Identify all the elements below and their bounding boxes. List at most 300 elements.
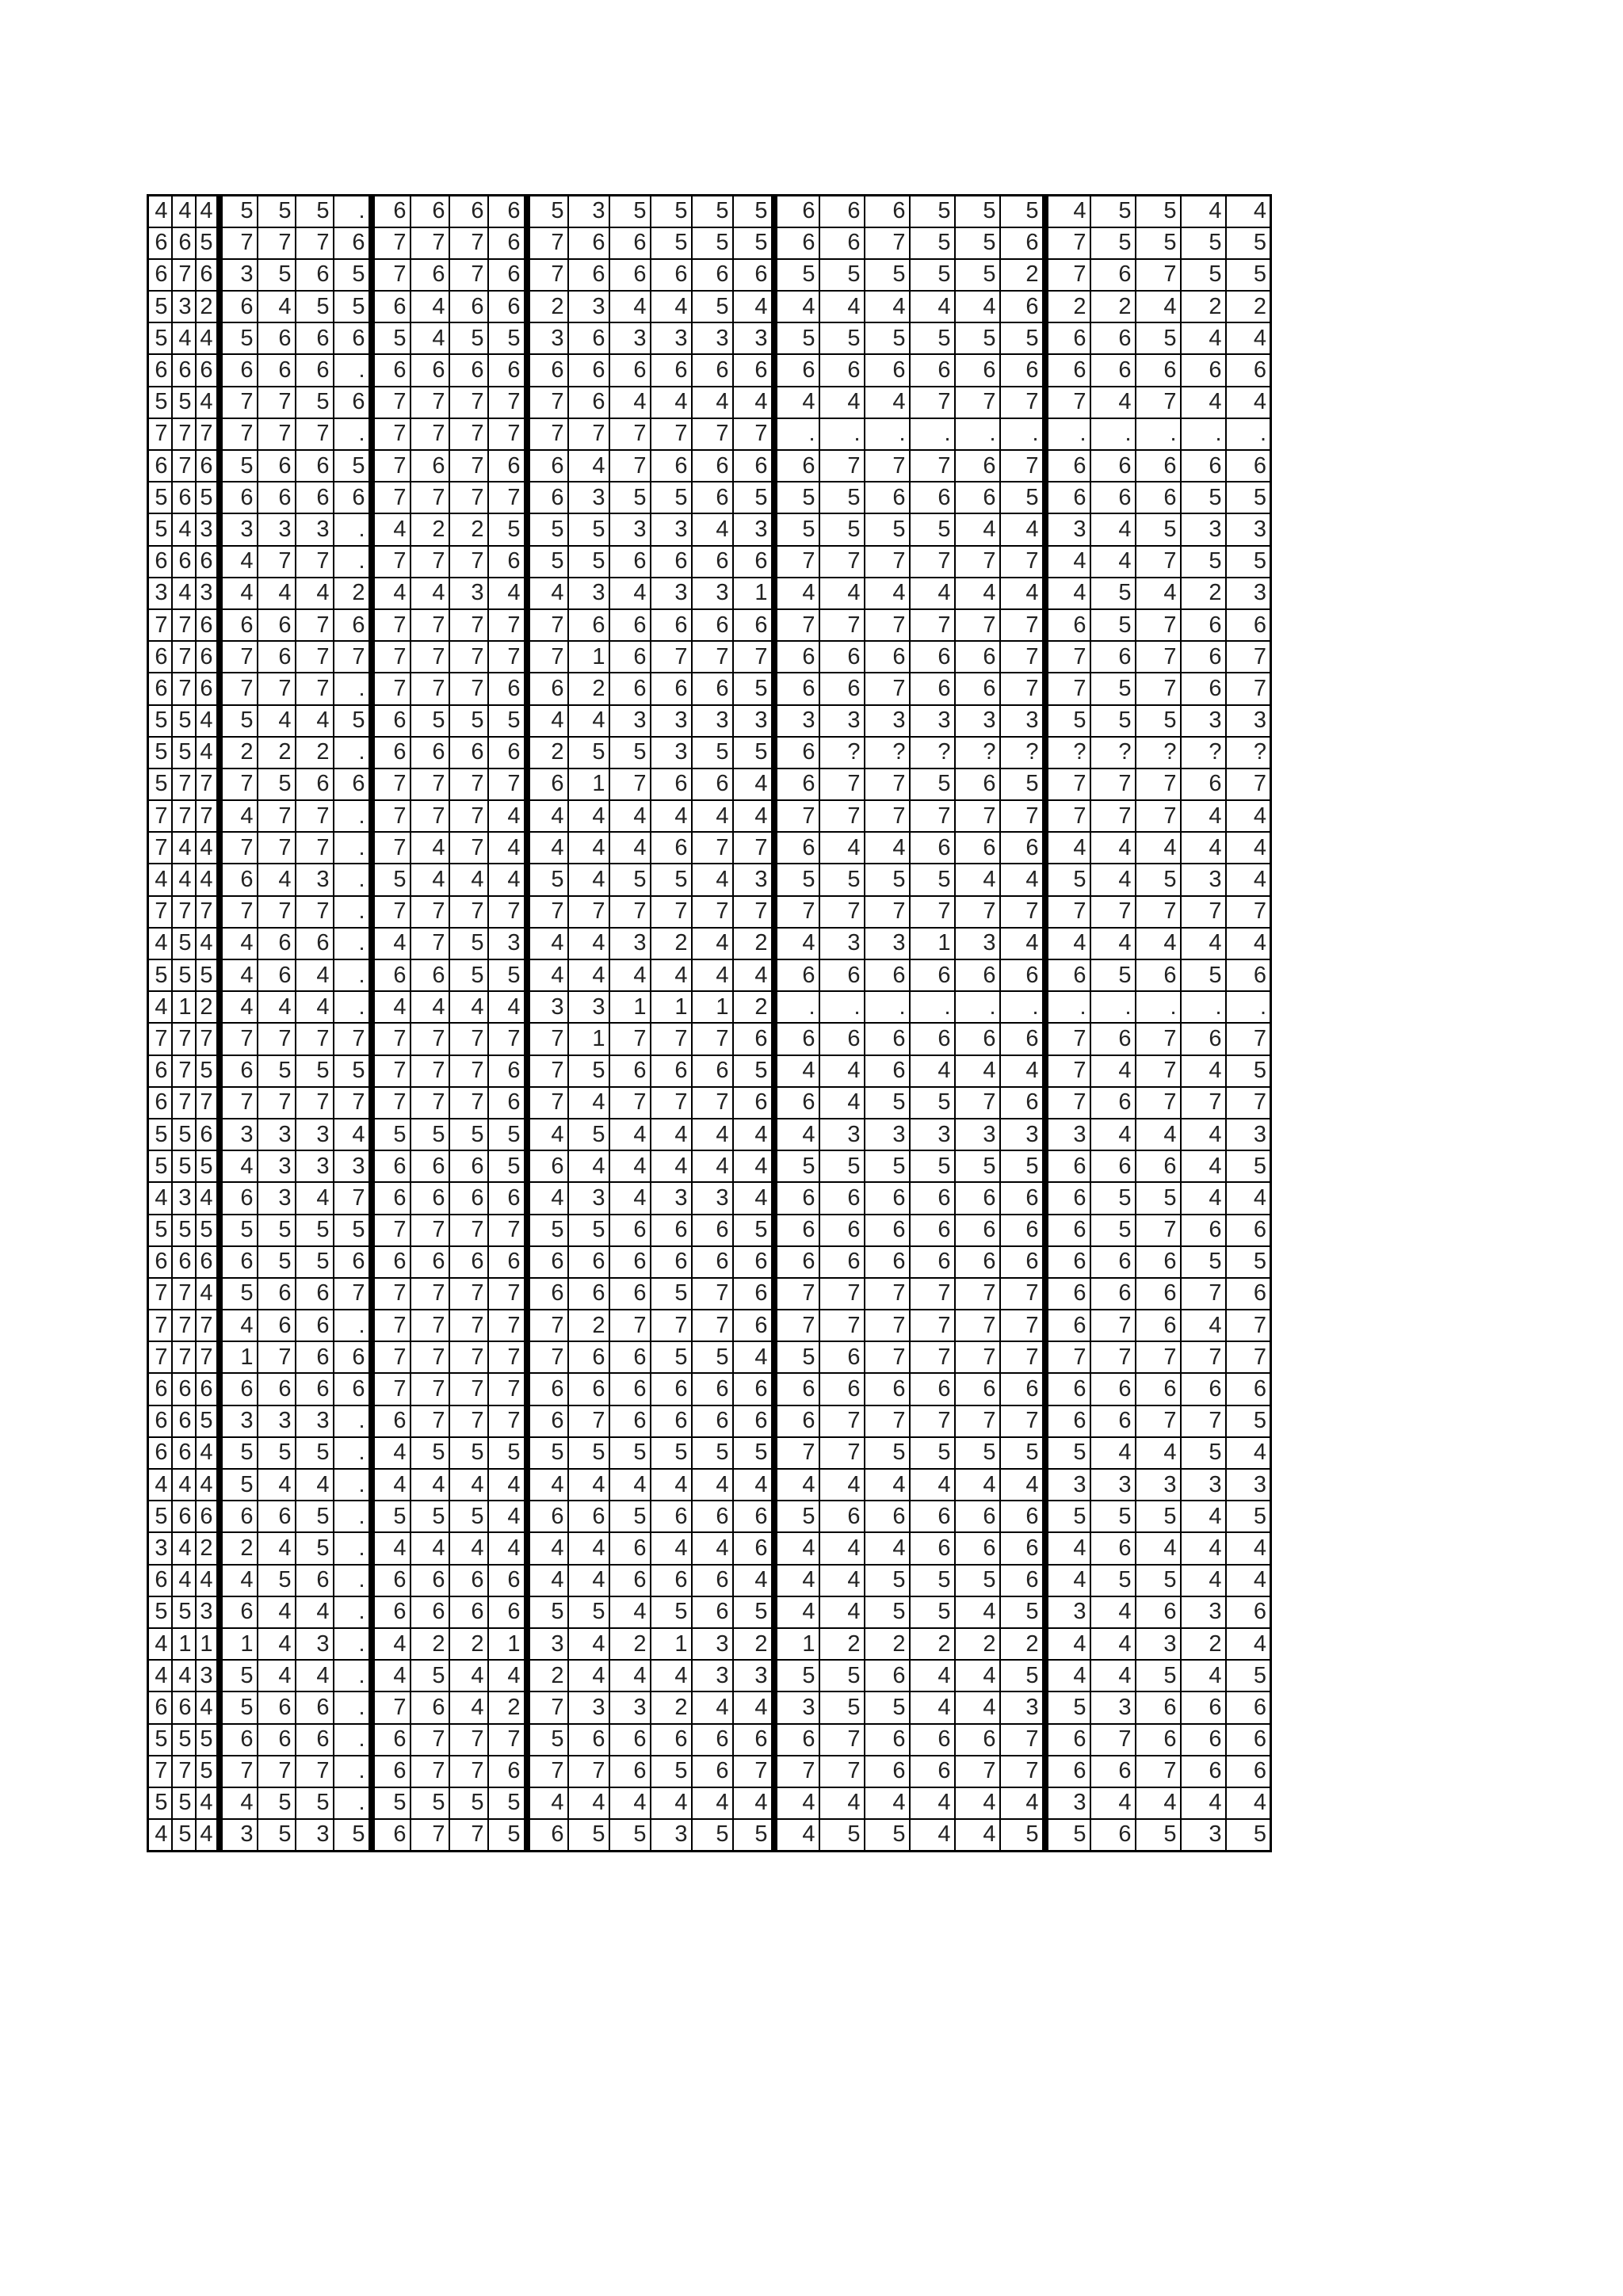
- table-cell: 4: [910, 1469, 955, 1501]
- table-cell: 5: [196, 1724, 220, 1756]
- table-cell: 6: [910, 1246, 955, 1278]
- table-cell: 6: [1045, 1150, 1090, 1182]
- table-cell: 6: [1000, 959, 1045, 991]
- table-cell: 3: [172, 291, 196, 322]
- table-cell: 2: [488, 1691, 527, 1723]
- data-grid: [147, 194, 1272, 1852]
- table-cell: 7: [955, 609, 1000, 641]
- table-cell: 6: [733, 1532, 774, 1564]
- table-cell: 5: [819, 482, 865, 513]
- table-cell: 7: [1045, 1023, 1090, 1055]
- table-cell: .: [819, 991, 865, 1023]
- table-cell: 5: [172, 1787, 196, 1819]
- table-cell: .: [1181, 418, 1226, 450]
- table-cell: 7: [334, 641, 372, 673]
- table-cell: 6: [568, 227, 609, 259]
- table-cell: 7: [196, 1341, 220, 1373]
- table-cell: 5: [296, 291, 334, 322]
- table-cell: 4: [411, 864, 449, 895]
- table-cell: 7: [411, 1310, 449, 1341]
- table-cell: 4: [1000, 1787, 1045, 1819]
- table-cell: 4: [651, 959, 692, 991]
- table-cell: 2: [527, 1660, 568, 1691]
- table-cell: 6: [733, 1501, 774, 1532]
- table-cell: 5: [258, 1787, 296, 1819]
- table-cell: 2: [910, 1628, 955, 1660]
- table-cell: 4: [1181, 928, 1226, 959]
- table-cell: 4: [651, 1660, 692, 1691]
- table-cell: 7: [527, 1023, 568, 1055]
- table-cell: 2: [1000, 1628, 1045, 1660]
- table-cell: 7: [955, 1310, 1000, 1341]
- table-cell: 6: [692, 1756, 733, 1787]
- table-cell: 7: [449, 259, 488, 291]
- table-cell: 6: [372, 959, 411, 991]
- table-cell: 3: [692, 1182, 733, 1214]
- table-cell: 3: [733, 1660, 774, 1691]
- table-cell: 4: [148, 1819, 172, 1851]
- table-cell: 6: [1045, 959, 1090, 991]
- table-cell: 4: [196, 1469, 220, 1501]
- table-cell: 4: [609, 1596, 651, 1628]
- table-cell: 7: [692, 418, 733, 450]
- table-cell: 3: [1045, 1787, 1090, 1819]
- table-cell: 6: [148, 1373, 172, 1405]
- table-cell: 4: [1090, 1119, 1136, 1150]
- table-cell: 4: [1226, 196, 1271, 227]
- table-cell: 3: [1181, 864, 1226, 895]
- table-cell: 6: [651, 1055, 692, 1087]
- table-cell: 7: [1136, 259, 1181, 291]
- table-cell: 4: [1090, 1660, 1136, 1691]
- table-cell: 6: [1136, 1246, 1181, 1278]
- table-cell: 7: [258, 418, 296, 450]
- table-cell: 7: [196, 418, 220, 450]
- table-cell: 4: [1226, 1532, 1271, 1564]
- table-cell: 6: [609, 354, 651, 386]
- table-cell: 6: [692, 1373, 733, 1405]
- table-cell: 4: [774, 1532, 819, 1564]
- table-cell: 4: [692, 1150, 733, 1182]
- table-cell: 2: [334, 578, 372, 609]
- table-cell: 7: [955, 1341, 1000, 1373]
- table-cell: 7: [449, 1405, 488, 1437]
- table-cell: 4: [196, 1565, 220, 1596]
- table-cell: 7: [220, 1756, 258, 1787]
- table-cell: 7: [1136, 800, 1181, 832]
- table-cell: 7: [910, 387, 955, 418]
- table-cell: 7: [172, 641, 196, 673]
- table-cell: 4: [568, 1532, 609, 1564]
- table-cell: 7: [372, 1691, 411, 1723]
- table-row: [148, 322, 1271, 354]
- table-cell: 7: [865, 1341, 910, 1373]
- table-cell: 7: [372, 800, 411, 832]
- table-cell: 5: [819, 1660, 865, 1691]
- table-cell: 4: [1226, 1182, 1271, 1214]
- table-cell: 7: [411, 1055, 449, 1087]
- table-cell: 5: [172, 959, 196, 991]
- table-cell: 7: [910, 546, 955, 578]
- table-cell: 6: [865, 959, 910, 991]
- table-cell: .: [334, 513, 372, 545]
- table-row: [148, 291, 1271, 322]
- table-cell: 5: [196, 1150, 220, 1182]
- table-cell: 6: [819, 1246, 865, 1278]
- table-cell: 6: [955, 1023, 1000, 1055]
- table-cell: 7: [1181, 1278, 1226, 1310]
- table-cell: 6: [1181, 354, 1226, 386]
- table-cell: 2: [1045, 291, 1090, 322]
- table-cell: 5: [488, 1119, 527, 1150]
- table-cell: 4: [692, 1787, 733, 1819]
- table-cell: 6: [910, 1532, 955, 1564]
- table-cell: .: [334, 1660, 372, 1691]
- table-cell: 7: [449, 896, 488, 928]
- table-cell: 5: [1000, 1660, 1045, 1691]
- table-cell: 4: [1226, 832, 1271, 864]
- table-row: [148, 196, 1271, 227]
- table-cell: 7: [220, 418, 258, 450]
- table-cell: 4: [819, 832, 865, 864]
- table-cell: 7: [296, 1087, 334, 1119]
- table-cell: 6: [955, 482, 1000, 513]
- table-cell: 6: [172, 1691, 196, 1723]
- table-cell: 5: [411, 705, 449, 737]
- table-cell: 5: [955, 196, 1000, 227]
- table-cell: 7: [733, 832, 774, 864]
- table-cell: 6: [1000, 1373, 1045, 1405]
- table-cell: 4: [819, 1087, 865, 1119]
- table-cell: 5: [865, 1691, 910, 1723]
- table-cell: 5: [1181, 1246, 1226, 1278]
- table-cell: 2: [1181, 578, 1226, 609]
- table-cell: 7: [372, 769, 411, 800]
- table-cell: 6: [449, 1150, 488, 1182]
- table-cell: 4: [1045, 546, 1090, 578]
- table-cell: 3: [865, 928, 910, 959]
- table-cell: 7: [1136, 609, 1181, 641]
- table-cell: 4: [527, 1787, 568, 1819]
- table-cell: 5: [220, 1437, 258, 1469]
- table-cell: 7: [774, 546, 819, 578]
- table-row: [148, 991, 1271, 1023]
- table-cell: 7: [819, 609, 865, 641]
- table-cell: 6: [449, 1182, 488, 1214]
- table-cell: 7: [865, 609, 910, 641]
- table-cell: 6: [955, 1501, 1000, 1532]
- table-cell: 7: [609, 450, 651, 482]
- table-cell: 6: [172, 1246, 196, 1278]
- table-cell: .: [334, 991, 372, 1023]
- table-cell: 4: [1136, 1532, 1181, 1564]
- table-cell: 4: [172, 1565, 196, 1596]
- table-cell: 6: [258, 1724, 296, 1756]
- table-cell: 7: [1226, 641, 1271, 673]
- table-row: [148, 800, 1271, 832]
- table-cell: 5: [651, 482, 692, 513]
- table-cell: 7: [196, 896, 220, 928]
- table-cell: 6: [449, 1596, 488, 1628]
- table-cell: 6: [334, 482, 372, 513]
- table-cell: 6: [733, 546, 774, 578]
- table-cell: 6: [527, 1373, 568, 1405]
- table-cell: 6: [1090, 322, 1136, 354]
- table-cell: 7: [334, 1087, 372, 1119]
- table-cell: 5: [733, 1055, 774, 1087]
- table-cell: 6: [819, 959, 865, 991]
- table-cell: 7: [527, 1087, 568, 1119]
- table-cell: 4: [1181, 1182, 1226, 1214]
- table-cell: 5: [334, 705, 372, 737]
- table-cell: 4: [692, 959, 733, 991]
- table-cell: 2: [609, 1628, 651, 1660]
- table-cell: 4: [733, 1119, 774, 1150]
- table-cell: 7: [609, 1310, 651, 1341]
- table-cell: 6: [819, 227, 865, 259]
- table-cell: 5: [1226, 1405, 1271, 1437]
- table-cell: 7: [1000, 1724, 1045, 1756]
- table-cell: 5: [296, 1246, 334, 1278]
- table-cell: .: [334, 864, 372, 895]
- table-cell: 4: [774, 1787, 819, 1819]
- table-cell: 2: [1090, 291, 1136, 322]
- table-cell: 5: [733, 1437, 774, 1469]
- table-cell: 5: [1045, 864, 1090, 895]
- table-cell: 5: [196, 1756, 220, 1787]
- table-cell: 5: [372, 1787, 411, 1819]
- table-cell: 7: [172, 1310, 196, 1341]
- table-cell: 7: [1000, 800, 1045, 832]
- table-cell: 5: [819, 259, 865, 291]
- table-cell: 5: [819, 322, 865, 354]
- table-cell: 6: [1226, 354, 1271, 386]
- table-cell: 4: [692, 800, 733, 832]
- table-cell: .: [774, 991, 819, 1023]
- table-cell: 6: [774, 1405, 819, 1437]
- table-cell: 6: [910, 673, 955, 704]
- table-cell: 2: [527, 737, 568, 769]
- table-cell: 6: [372, 1724, 411, 1756]
- table-cell: 6: [449, 737, 488, 769]
- table-cell: 5: [196, 1405, 220, 1437]
- table-cell: 6: [1090, 1087, 1136, 1119]
- table-cell: 4: [1090, 928, 1136, 959]
- table-cell: 4: [609, 1119, 651, 1150]
- table-cell: 6: [296, 1691, 334, 1723]
- table-cell: 4: [220, 928, 258, 959]
- table-cell: 4: [296, 1660, 334, 1691]
- table-cell: 4: [609, 1182, 651, 1214]
- table-cell: 6: [692, 482, 733, 513]
- table-cell: 6: [411, 354, 449, 386]
- table-cell: 7: [411, 387, 449, 418]
- table-cell: 4: [1136, 1787, 1181, 1819]
- table-cell: 7: [609, 1023, 651, 1055]
- table-cell: 7: [411, 418, 449, 450]
- table-cell: 5: [172, 705, 196, 737]
- table-cell: 7: [1000, 1405, 1045, 1437]
- table-cell: 3: [296, 1119, 334, 1150]
- table-cell: 4: [488, 1532, 527, 1564]
- table-cell: 5: [774, 1501, 819, 1532]
- table-row: [148, 1437, 1271, 1469]
- table-cell: 6: [258, 354, 296, 386]
- table-cell: 1: [568, 1023, 609, 1055]
- table-cell: 5: [1226, 1055, 1271, 1087]
- table-cell: 4: [411, 1532, 449, 1564]
- table-cell: 6: [609, 1405, 651, 1437]
- table-cell: 5: [910, 1437, 955, 1469]
- table-cell: 6: [774, 1724, 819, 1756]
- table-cell: 4: [148, 1469, 172, 1501]
- table-cell: 4: [220, 991, 258, 1023]
- table-cell: 3: [220, 1119, 258, 1150]
- table-cell: 5: [774, 1341, 819, 1373]
- table-cell: 7: [258, 1756, 296, 1787]
- table-cell: 4: [865, 387, 910, 418]
- table-cell: 5: [334, 1215, 372, 1246]
- table-cell: 6: [220, 291, 258, 322]
- table-cell: 7: [1000, 546, 1045, 578]
- table-cell: 5: [148, 1724, 172, 1756]
- table-cell: 4: [220, 800, 258, 832]
- table-cell: 4: [774, 291, 819, 322]
- table-row: [148, 1373, 1271, 1405]
- table-cell: 6: [488, 1565, 527, 1596]
- table-cell: 6: [258, 609, 296, 641]
- table-cell: 6: [568, 387, 609, 418]
- table-cell: 5: [148, 1215, 172, 1246]
- table-cell: 4: [196, 864, 220, 895]
- table-row: [148, 1660, 1271, 1691]
- table-cell: 1: [568, 641, 609, 673]
- table-cell: 6: [651, 609, 692, 641]
- table-cell: 6: [196, 1373, 220, 1405]
- table-cell: 4: [774, 1819, 819, 1851]
- table-cell: 3: [1226, 578, 1271, 609]
- table-cell: 7: [411, 1756, 449, 1787]
- table-row: [148, 1182, 1271, 1214]
- table-cell: 5: [1181, 259, 1226, 291]
- table-cell: 6: [1090, 641, 1136, 673]
- table-cell: 6: [220, 482, 258, 513]
- table-cell: 4: [196, 928, 220, 959]
- table-cell: 6: [527, 1501, 568, 1532]
- table-cell: 6: [568, 322, 609, 354]
- table-cell: 7: [411, 482, 449, 513]
- table-cell: 4: [819, 1055, 865, 1087]
- table-cell: ?: [1045, 737, 1090, 769]
- table-cell: 7: [372, 450, 411, 482]
- table-cell: 7: [148, 418, 172, 450]
- table-cell: 5: [488, 959, 527, 991]
- table-cell: 7: [774, 800, 819, 832]
- table-cell: 4: [955, 1691, 1000, 1723]
- table-cell: 6: [568, 1724, 609, 1756]
- table-cell: 4: [1226, 387, 1271, 418]
- table-cell: 5: [527, 1724, 568, 1756]
- table-cell: 4: [296, 1469, 334, 1501]
- table-cell: 7: [1090, 800, 1136, 832]
- table-cell: 6: [1226, 609, 1271, 641]
- table-cell: 7: [651, 418, 692, 450]
- table-cell: 6: [258, 641, 296, 673]
- table-cell: 6: [651, 259, 692, 291]
- table-cell: 7: [609, 769, 651, 800]
- table-cell: 3: [449, 578, 488, 609]
- table-cell: 3: [819, 1119, 865, 1150]
- table-cell: 5: [1090, 673, 1136, 704]
- table-cell: 3: [220, 513, 258, 545]
- table-cell: 6: [527, 1278, 568, 1310]
- table-cell: 7: [609, 896, 651, 928]
- table-cell: 6: [1136, 450, 1181, 482]
- table-cell: 7: [1136, 1023, 1181, 1055]
- table-cell: 5: [411, 1119, 449, 1150]
- table-cell: 6: [955, 1373, 1000, 1405]
- table-cell: 7: [1045, 673, 1090, 704]
- table-cell: 6: [651, 1501, 692, 1532]
- table-cell: 4: [819, 1565, 865, 1596]
- table-cell: 3: [609, 1691, 651, 1723]
- table-cell: 6: [955, 1182, 1000, 1214]
- table-cell: 3: [258, 1405, 296, 1437]
- table-cell: 6: [449, 354, 488, 386]
- table-cell: 7: [1045, 641, 1090, 673]
- table-cell: 2: [411, 513, 449, 545]
- table-cell: 4: [910, 1819, 955, 1851]
- table-cell: 6: [296, 1341, 334, 1373]
- table-cell: 6: [1045, 354, 1090, 386]
- table-cell: 7: [527, 609, 568, 641]
- table-cell: 2: [733, 928, 774, 959]
- table-cell: 4: [1226, 928, 1271, 959]
- table-cell: 5: [1045, 1437, 1090, 1469]
- table-cell: 5: [955, 227, 1000, 259]
- table-cell: 7: [372, 1341, 411, 1373]
- table-cell: 4: [196, 1787, 220, 1819]
- table-cell: 4: [609, 800, 651, 832]
- table-cell: 7: [449, 1310, 488, 1341]
- table-cell: 6: [910, 1501, 955, 1532]
- table-cell: 5: [609, 482, 651, 513]
- table-cell: 5: [372, 1501, 411, 1532]
- table-cell: 7: [449, 769, 488, 800]
- table-cell: 5: [258, 1215, 296, 1246]
- table-cell: 4: [372, 1469, 411, 1501]
- table-cell: 2: [733, 1628, 774, 1660]
- table-cell: 5: [148, 1501, 172, 1532]
- table-cell: 7: [172, 1756, 196, 1787]
- table-cell: 7: [411, 1278, 449, 1310]
- table-cell: 6: [449, 196, 488, 227]
- table-cell: 6: [488, 737, 527, 769]
- table-cell: 4: [1045, 832, 1090, 864]
- table-cell: 4: [692, 864, 733, 895]
- table-cell: 7: [372, 1215, 411, 1246]
- table-cell: 3: [568, 196, 609, 227]
- table-cell: 1: [196, 1628, 220, 1660]
- table-cell: 6: [1226, 1756, 1271, 1787]
- table-cell: 2: [955, 1628, 1000, 1660]
- table-cell: 6: [955, 769, 1000, 800]
- table-cell: 5: [819, 864, 865, 895]
- table-cell: 5: [774, 513, 819, 545]
- table-cell: 5: [609, 864, 651, 895]
- table-cell: 6: [865, 1055, 910, 1087]
- table-cell: 4: [488, 578, 527, 609]
